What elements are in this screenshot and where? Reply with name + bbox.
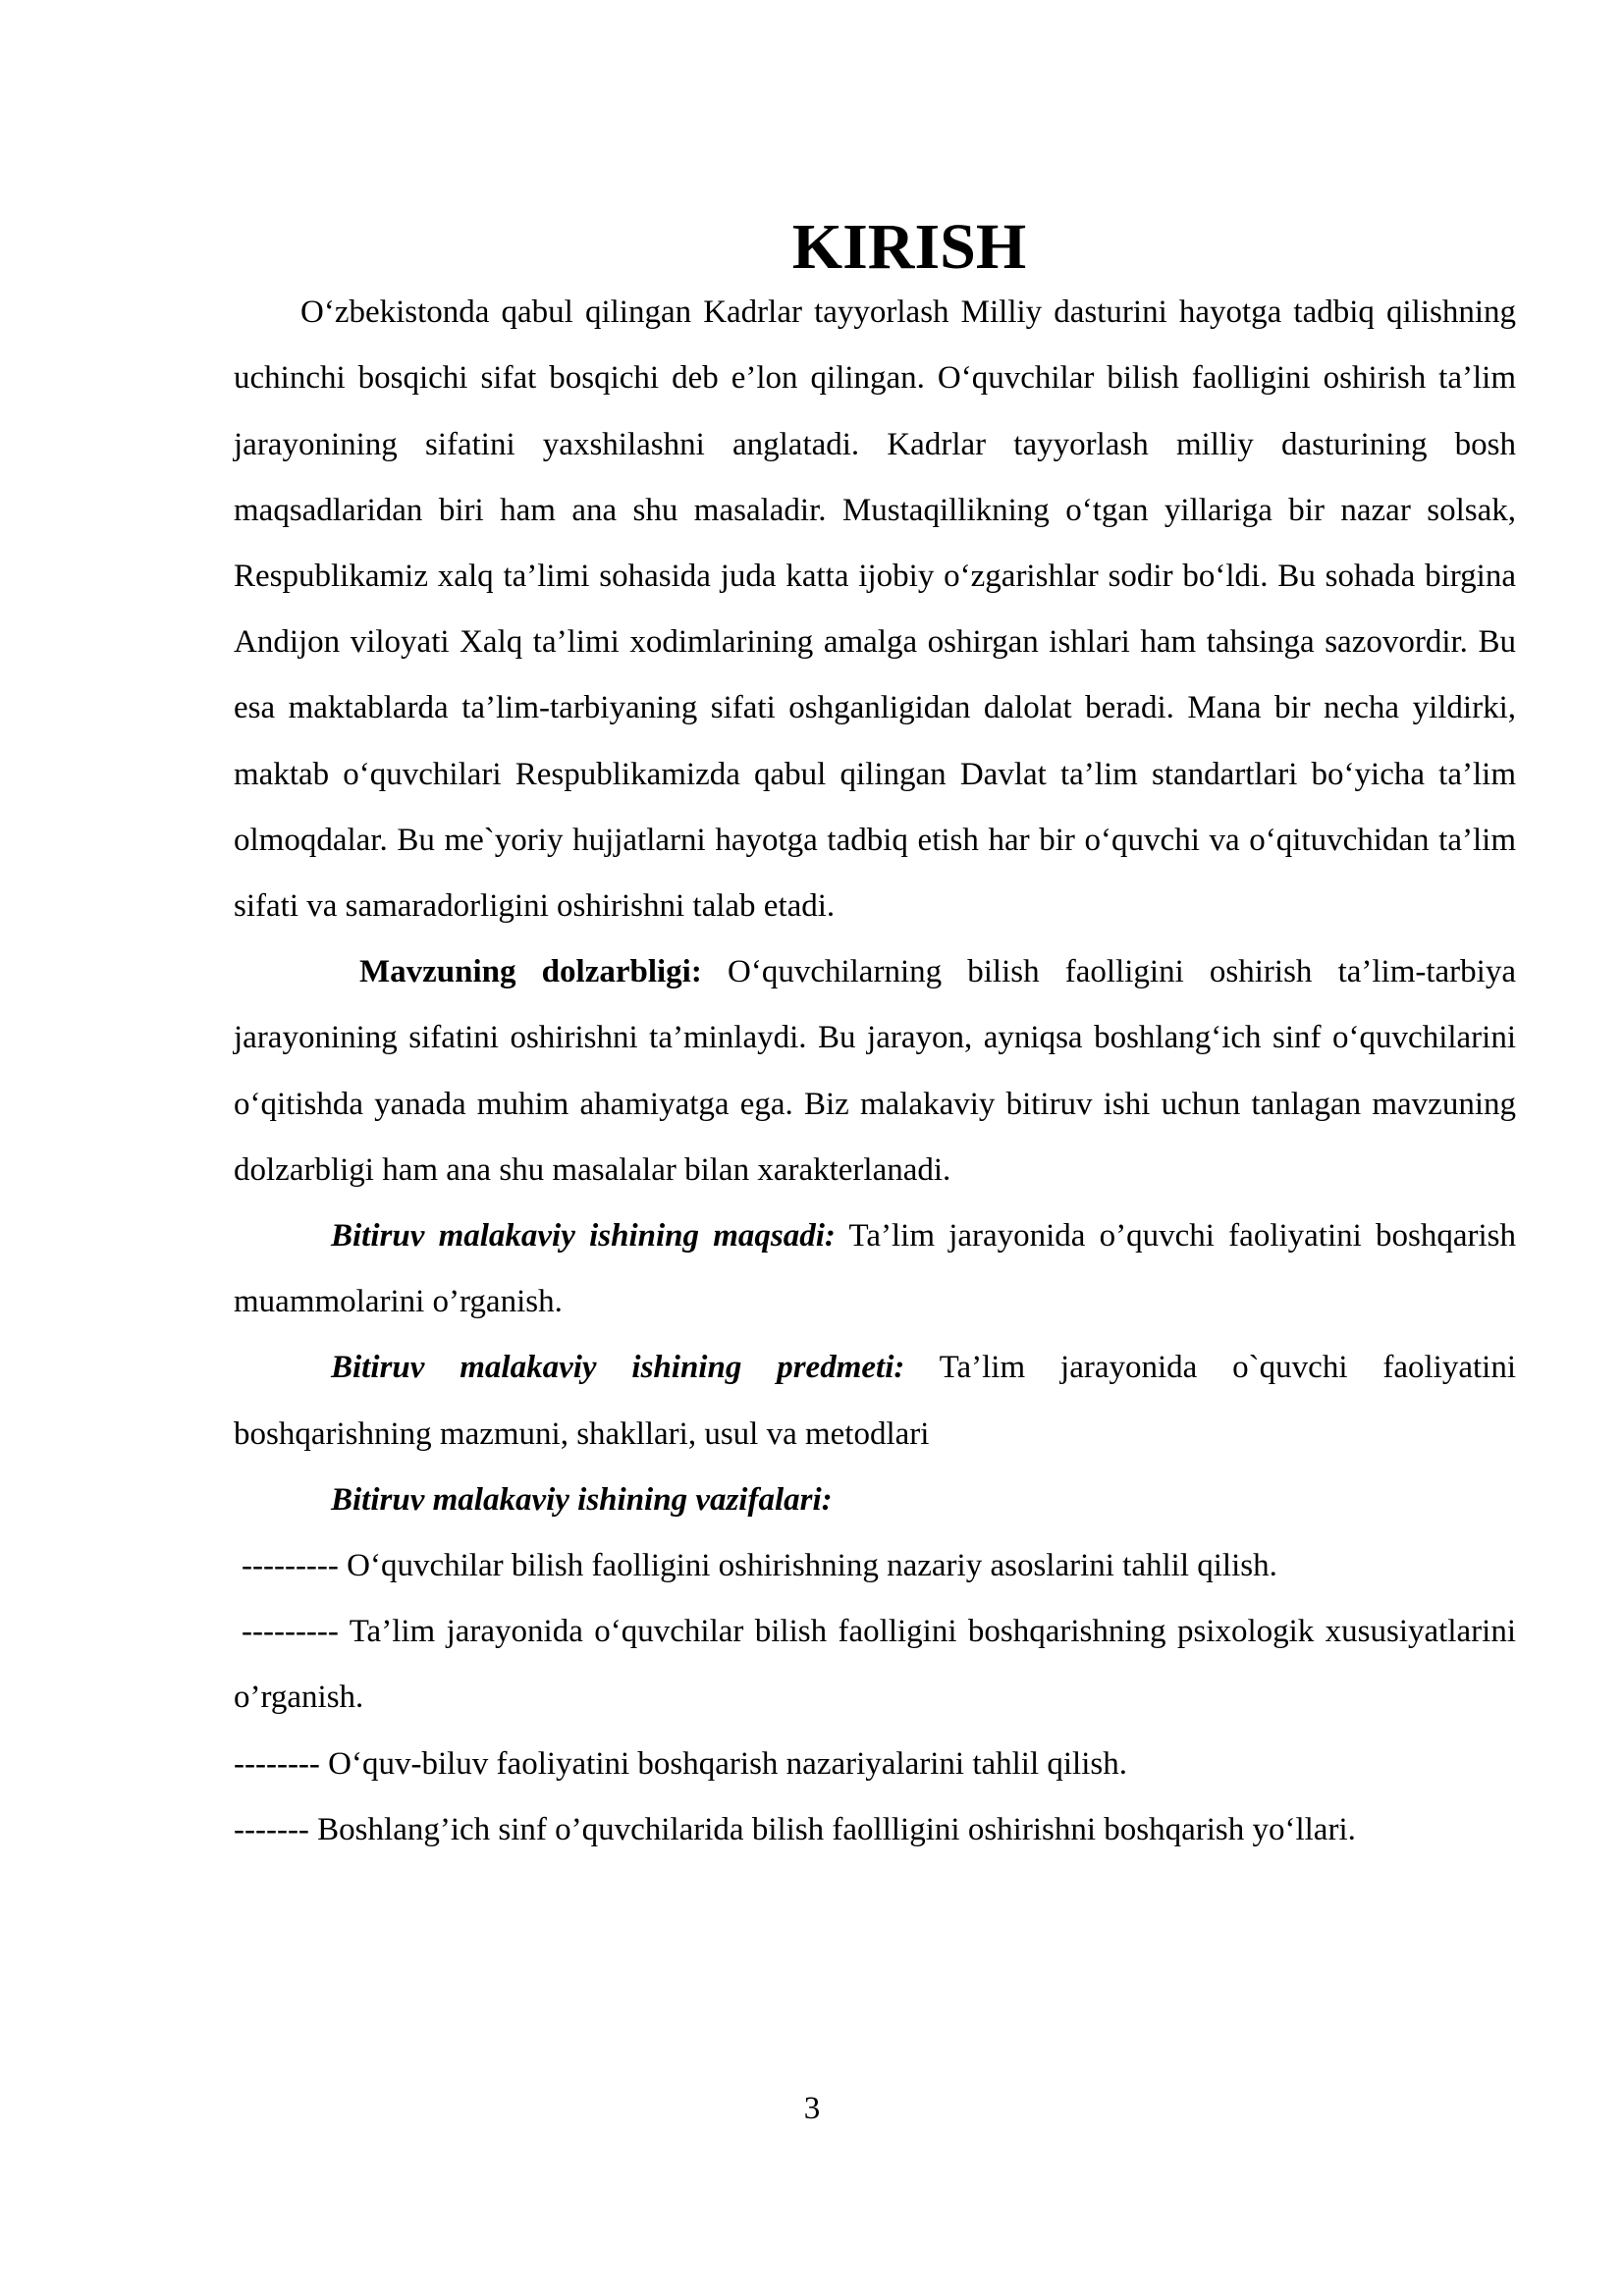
tasks-heading [234, 1468, 1516, 1533]
intro-paragraph: O‘zbekistonda qabul qilingan Kadrlar tayyorlash Milliy dasturini hayotga tadbiq qilishning uchinchi bosqichi sifat bosqichi deb e’lon qilingan. O‘quvchilar bilish faolligini oshirish ta’lim jarayonining sifatini yaxshilashni anglatadi. Kadrlar tayyorlash milliy dasturining bosh maqsadlaridan biri ham ana shu masaladir. Mustaqillikning o‘tgan yillariga bir nazar solsak, Respublikamiz xalq ta’limi sohasida juda katta ijobiy o‘zgarishlar sodir bo‘ldi. Bu sohada birgina Andijon viloyati Xalq ta’limi xodimlarining amalga oshirgan ishlari ham tahsinga sazovordir. Bu esa maktablarda ta’lim-tarbiyaning sifati oshganligidan dalolat beradi. Mana bir necha yildirki, maktab o‘quvchilari Respublikamizda qabul qilingan Davlat ta’lim standartlari bo‘yicha ta’lim olmoqdalar. Bu me`yoriy hujjatlarni hayotga tadbiq etish har bir o‘quvchi va o‘qituvchidan ta’lim sifati va samaradorligini oshirishni talab etadi. [234, 294, 1516, 925]
relevance-text: O‘quvchilarning bilish faolligini oshirish ta’lim-tarbiya jarayonining sifatini oshirishni ta’minlaydi. Bu jarayon, ayniqsa boshlang‘ich sinf o‘quvchilarini o‘qitishda yanada muhim ahamiyatga ega. Biz malakaviy bitiruv ishi uchun tanlagan mavzuning dolzarbligi ham ana shu masalalar bilan xarakterlanadi. [234, 954, 1516, 1188]
subject-text: Ta’lim jarayonida o`quvchi faoliyatini boshqarishning mazmuni, shakllari, usul va metodlari [234, 1350, 1516, 1452]
subject-label: Bitiruv malakaviy ishining predmeti: [331, 1350, 905, 1386]
goal-text: Ta’lim jarayonida o’quvchi faoliyatini boshqarish muammolarini o’rganish. [234, 1218, 1517, 1320]
relevance-label: Mavzuning dolzarbligi: [359, 954, 702, 990]
task-item: --------- O‘quvchilar bilish faolligini oshirishning nazariy asoslarini tahlil qilish. [242, 1548, 1277, 1584]
goal-label: Bitiruv malakaviy ishining maqsadi: [331, 1218, 836, 1255]
task-item: ------- Boshlang’ich sinf o’quvchilarida bilish faollligini oshirishni boshqarish yo‘llari. [234, 1811, 1356, 1847]
relevance-paragraph [234, 939, 1516, 1203]
task-item: --------- Ta’lim jarayonida o‘quvchilar bilish faolligini boshqarishning psixologik xususiyatlarini o’rganish. [234, 1614, 1516, 1716]
tasks-label: Bitiruv malakaviy ishining vazifalari: [331, 1481, 833, 1518]
subject-paragraph [234, 1335, 1516, 1467]
document-body [234, 211, 1517, 1863]
page-number: 3 [803, 2091, 821, 2126]
document-title: KIRISH [791, 211, 1027, 283]
task-item: -------- O‘quv-biluv faoliyatini boshqarish nazariyalarini tahlil qilish. [234, 1745, 1127, 1782]
goal-paragraph [234, 1203, 1516, 1335]
